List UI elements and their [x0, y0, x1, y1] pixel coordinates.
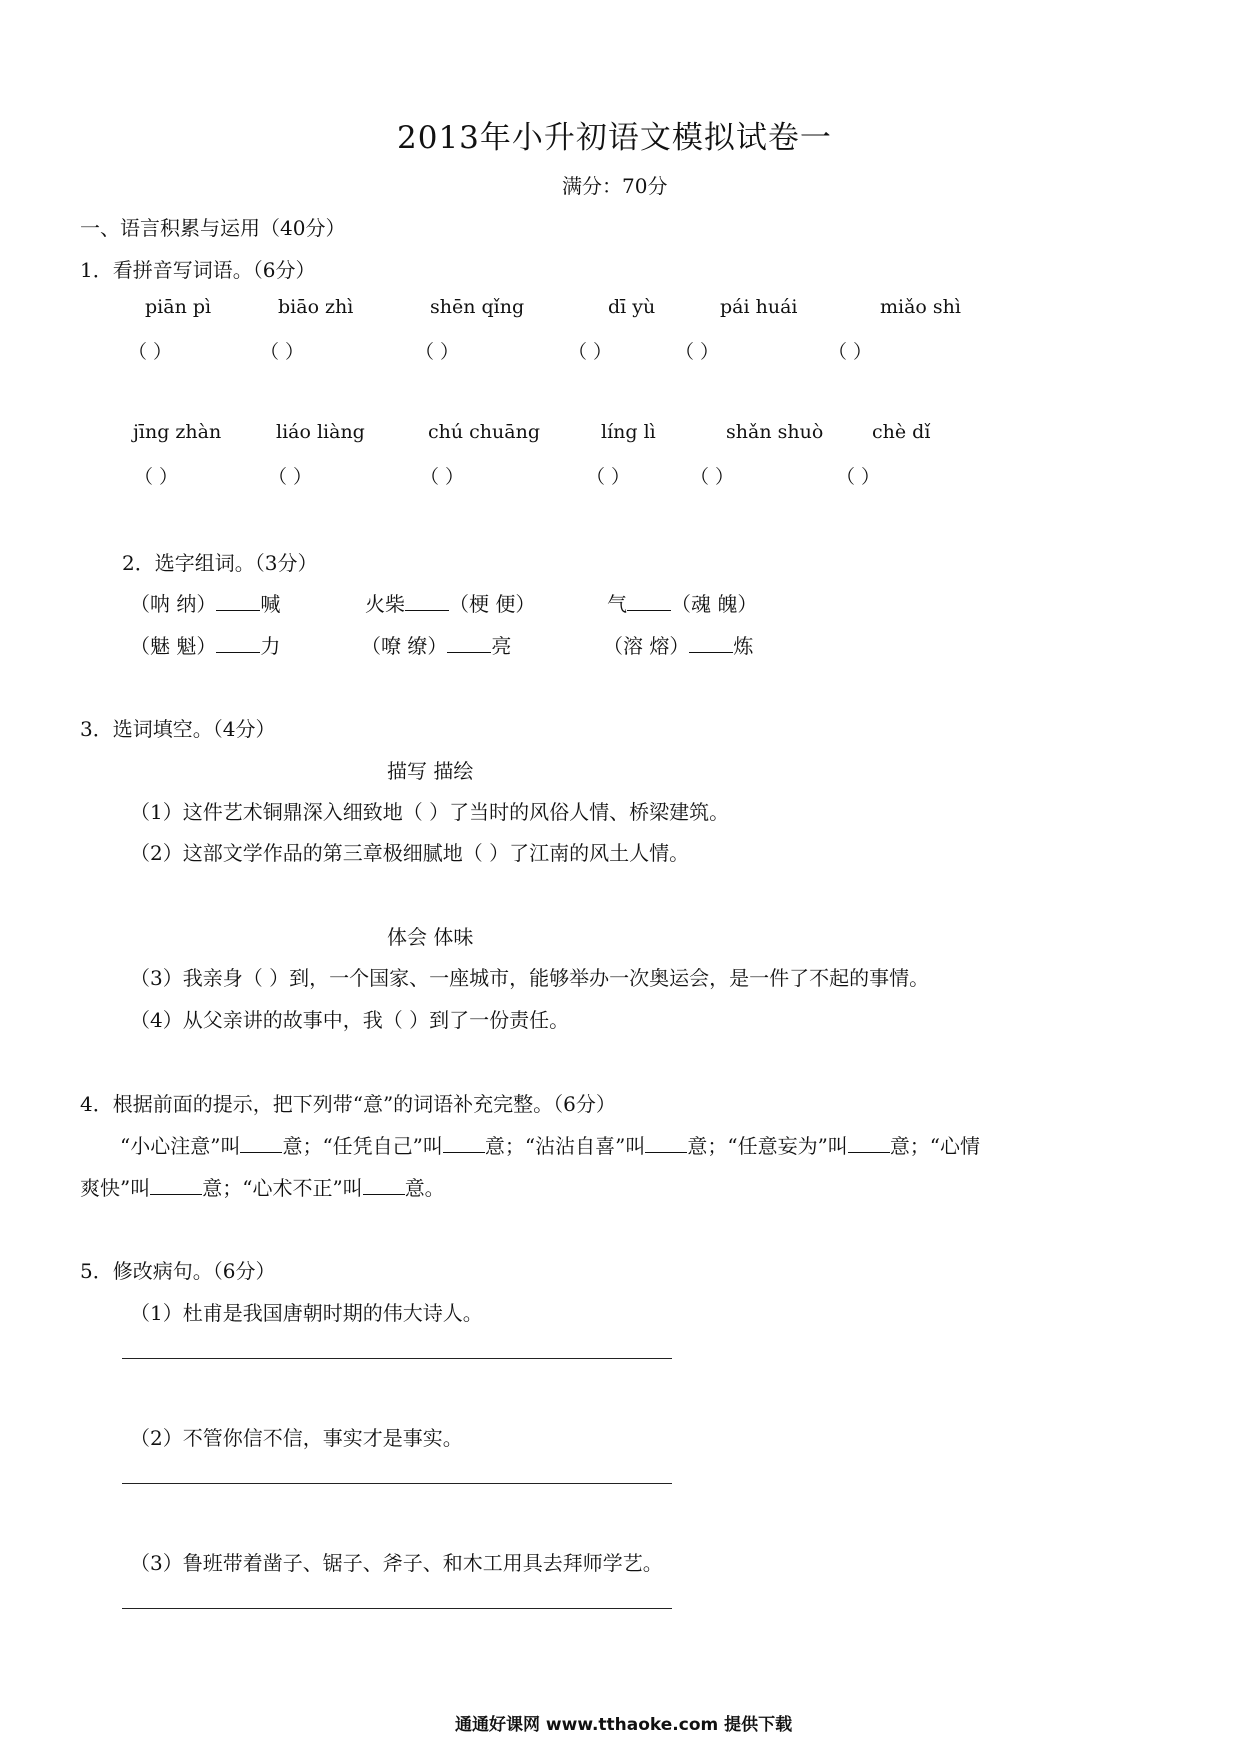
pinyin-item: liáo liàng — [276, 421, 365, 443]
sentence-item: （4）从父亲讲的故事中，我（ ）到了一份责任。 — [130, 1008, 570, 1032]
fill-blank[interactable] — [216, 592, 260, 611]
answer-paren[interactable]: （ ） — [268, 466, 313, 488]
sentence-item: （2）这部文学作品的第三章极细腻地（ ）了江南的风土人情。 — [130, 841, 690, 865]
pinyin-item: chú chuāng — [428, 421, 540, 443]
fill-blank[interactable] — [689, 634, 733, 653]
pinyin-item: shēn qǐng — [430, 296, 525, 318]
answer-paren[interactable]: （ ） — [260, 341, 305, 363]
fill-blank[interactable] — [848, 1134, 890, 1153]
answer-paren[interactable]: （ ） — [134, 466, 179, 488]
answer-paren[interactable]: （ ） — [128, 341, 173, 363]
answer-line[interactable] — [122, 1608, 672, 1609]
full-score: 满分：70分 — [562, 174, 668, 198]
pinyin-item: jīng zhàn — [133, 421, 222, 443]
answer-paren[interactable]: （ ） — [836, 466, 881, 488]
word-choice-item: 气 （魂 魄） — [607, 592, 758, 616]
fill-blank[interactable] — [216, 634, 260, 653]
sentence-item: （3）我亲身（ ）到，一个国家、一座城市，能够举办一次奥运会，是一件了不起的事情。 — [130, 966, 930, 990]
pinyin-item: dī yù — [608, 296, 656, 318]
fill-blank[interactable] — [363, 1176, 405, 1195]
answer-paren[interactable]: （ ） — [675, 341, 720, 363]
pinyin-item: biāo zhì — [278, 296, 354, 318]
question-2-title: 2．选字组词。（3分） — [122, 551, 318, 575]
fill-blank[interactable] — [405, 592, 449, 611]
answer-paren[interactable]: （ ） — [828, 341, 873, 363]
pinyin-item: miǎo shì — [880, 296, 961, 318]
word-options: 描写 描绘 — [387, 759, 474, 783]
sentence-item: （3）鲁班带着凿子、锯子、斧子、和木工用具去拜师学艺。 — [130, 1551, 663, 1575]
answer-line[interactable] — [122, 1483, 672, 1484]
pinyin-item: piān pì — [145, 296, 212, 318]
fill-blank[interactable] — [150, 1176, 202, 1195]
question-4-title: 4．根据前面的提示，把下列带“意”的词语补充完整。（6分） — [80, 1092, 616, 1116]
answer-line[interactable] — [122, 1358, 672, 1359]
word-choice-item: （嘹 缭） 亮 — [361, 634, 512, 658]
answer-paren[interactable]: （ ） — [568, 341, 613, 363]
question-1-title: 1．看拼音写词语。（6分） — [80, 258, 316, 282]
word-choice-item: （魅 魁） 力 — [130, 634, 281, 658]
word-choice-item: （溶 熔） 炼 — [603, 634, 754, 658]
fill-blank[interactable] — [627, 592, 671, 611]
fill-blank[interactable] — [645, 1134, 687, 1153]
question-3-title: 3．选词填空。（4分） — [80, 717, 276, 741]
fill-blank[interactable] — [447, 634, 491, 653]
section-heading: 一、语言积累与运用（40分） — [80, 216, 346, 240]
answer-paren[interactable]: （ ） — [420, 466, 465, 488]
sentence-item: （1）杜甫是我国唐朝时期的伟大诗人。 — [130, 1301, 483, 1325]
answer-paren[interactable]: （ ） — [586, 466, 631, 488]
pinyin-item: shǎn shuò — [726, 421, 824, 443]
page-title: 2013年小升初语文模拟试卷一 — [397, 120, 832, 156]
fill-blank[interactable] — [443, 1134, 485, 1153]
completion-line: 爽快”叫 意；“心术不正”叫 意。 — [80, 1176, 445, 1200]
word-options: 体会 体味 — [387, 925, 474, 949]
footer-text: 通通好课网 www.tthaoke.com 提供下载 — [455, 1715, 793, 1735]
sentence-item: （1）这件艺术铜鼎深入细致地（ ）了当时的风俗人情、桥梁建筑。 — [130, 800, 730, 824]
sentence-item: （2）不管你信不信，事实才是事实。 — [130, 1426, 463, 1450]
pinyin-item: pái huái — [720, 296, 798, 318]
word-choice-item: 火柴 （梗 便） — [365, 592, 536, 616]
question-5-title: 5．修改病句。（6分） — [80, 1259, 276, 1283]
word-choice-item: （呐 纳） 喊 — [130, 592, 281, 616]
completion-line: “小心注意”叫 意；“任凭自己”叫 意；“沾沾自喜”叫 意；“任意妄为”叫 意；“心情 — [120, 1134, 981, 1158]
answer-paren[interactable]: （ ） — [690, 466, 735, 488]
fill-blank[interactable] — [240, 1134, 282, 1153]
answer-paren[interactable]: （ ） — [415, 341, 460, 363]
pinyin-item: líng lì — [601, 421, 656, 443]
pinyin-item: chè dǐ — [872, 421, 931, 443]
